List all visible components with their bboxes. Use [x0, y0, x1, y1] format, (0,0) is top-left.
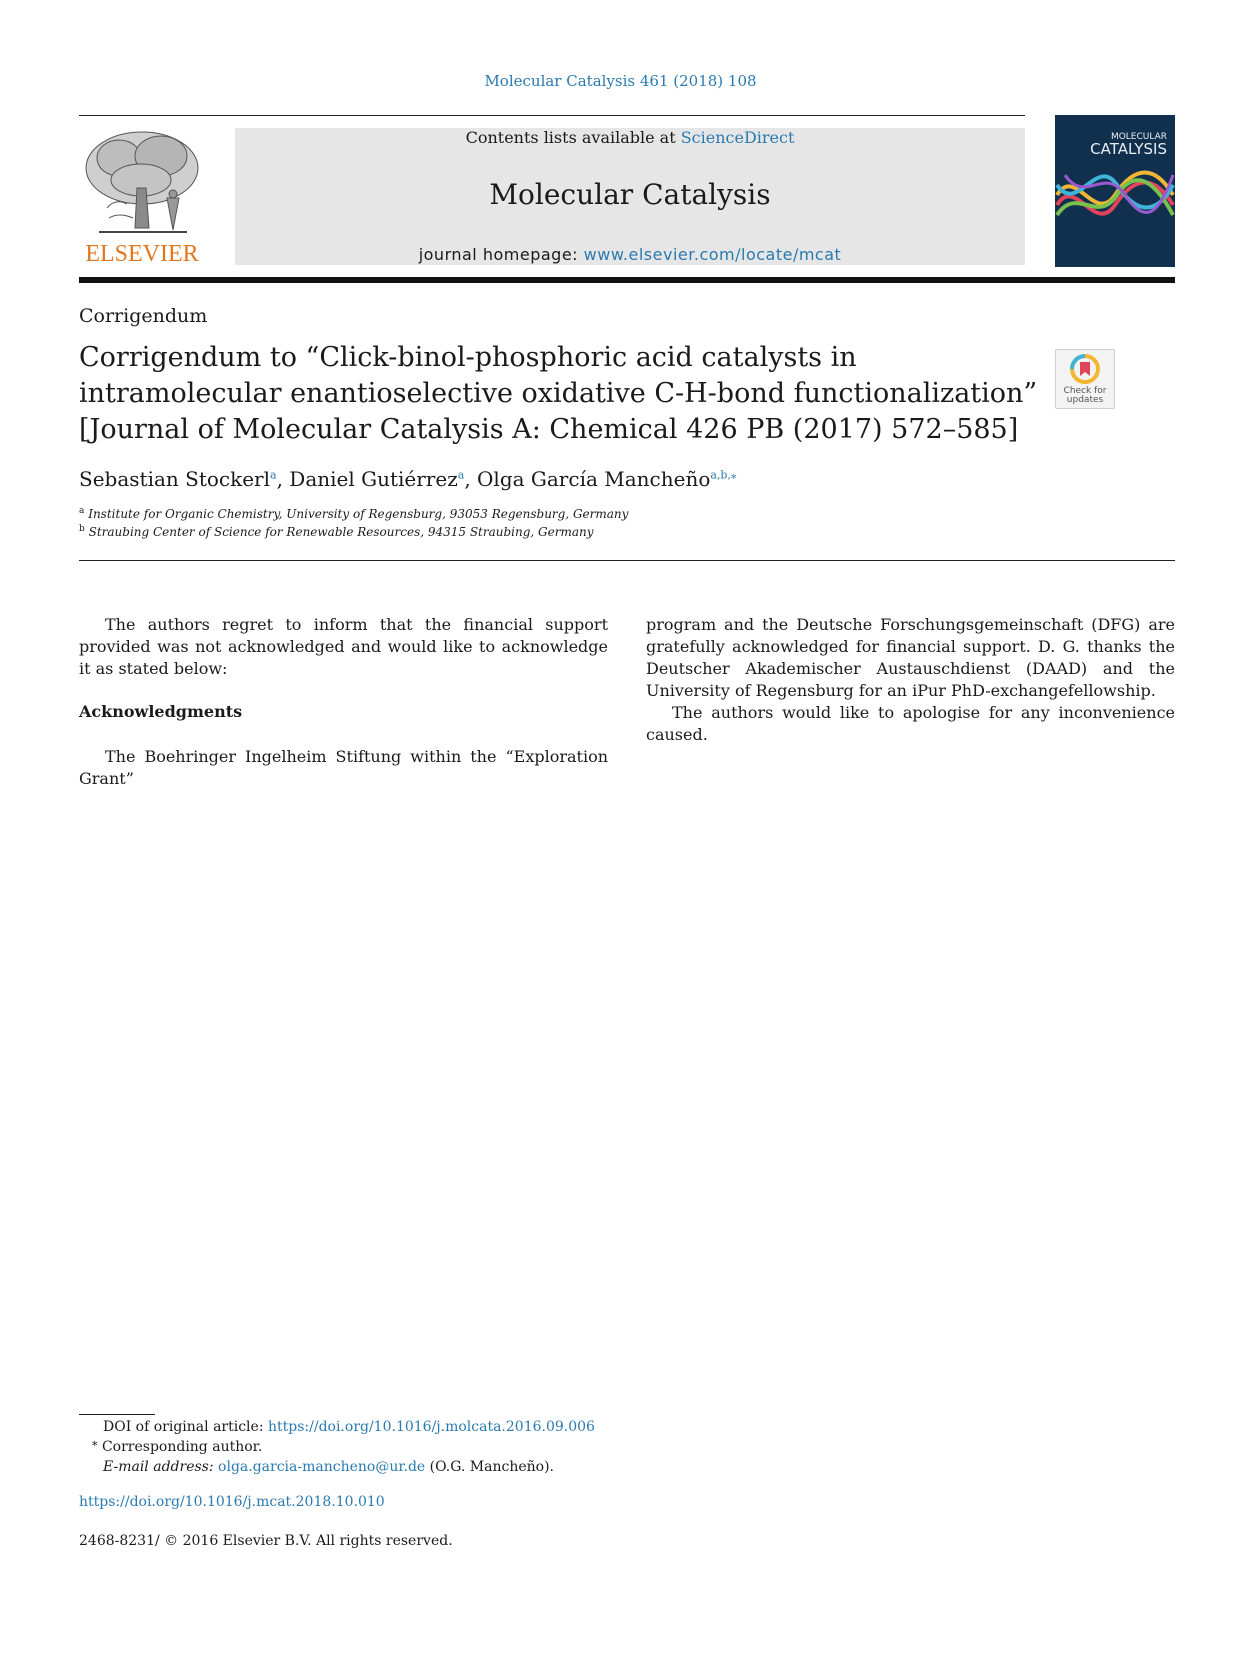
- body-paragraph: The Boehringer Ingelheim Stiftung within the “Exploration Grant”: [79, 747, 608, 788]
- cover-title: [1090, 133, 1167, 157]
- cover-title-small: MOLECULAR: [1110, 132, 1167, 142]
- acknowledgments-heading: Acknowledgments: [79, 702, 243, 721]
- footnote-email: [103, 1459, 554, 1475]
- crossmark-label-line-2: updates: [1066, 395, 1104, 405]
- title-rule: [79, 277, 1175, 283]
- elsevier-logo: [79, 128, 205, 268]
- article-type: Corrigendum: [79, 305, 208, 327]
- affiliation-text: Straubing Center of Science for Renewable Resources, 94315 Straubing, Germany: [88, 525, 594, 539]
- footnote-text: Corresponding author.: [101, 1439, 263, 1455]
- affiliation: [79, 507, 628, 521]
- corresponding-marker: ⁎: [92, 1435, 98, 1449]
- article-title: Corrigendum to “Click-binol-phosphoric acid catalysts in intramolecular enantioselective oxidative C-H-bond functionalization” [Journal of Molecular Catalysis A: Chemical 426 PB (2017) 572–585]: [79, 342, 1038, 445]
- homepage-line: [235, 245, 1025, 264]
- journal-cover[interactable]: [1055, 115, 1175, 267]
- footnote-corresponding: [92, 1435, 263, 1455]
- journal-name: Molecular Catalysis: [489, 178, 771, 211]
- affiliation: [79, 525, 594, 539]
- affiliation-text: Institute for Organic Chemistry, University of Regensburg, 93053 Regensburg, Germany: [88, 507, 629, 521]
- crossmark-label-line-1: Check for: [1063, 386, 1107, 396]
- author-name[interactable]: Olga García Mancheño: [477, 467, 711, 491]
- crossmark-label: [1056, 387, 1114, 405]
- crossmark-icon: [1070, 354, 1100, 384]
- author-affiliation-marker[interactable]: a,b,⁎: [710, 468, 737, 482]
- article-doi-link[interactable]: https://doi.org/10.1016/j.mcat.2018.10.010: [79, 1494, 385, 1510]
- contents-prefix: Contents lists available at: [465, 128, 681, 147]
- publisher-logo-text: ELSEVIER: [85, 241, 199, 267]
- body-paragraph: The authors would like to apologise for any inconvenience caused.: [646, 703, 1175, 744]
- cover-art-icon: [1055, 165, 1175, 225]
- email-link[interactable]: olga.garcia-mancheno@ur.de: [218, 1459, 426, 1475]
- original-doi-link[interactable]: https://doi.org/10.1016/j.molcata.2016.09.006: [268, 1419, 595, 1435]
- footnote-original-doi: [103, 1419, 595, 1435]
- journal-reference-link[interactable]: Molecular Catalysis 461 (2018) 108: [484, 72, 757, 90]
- homepage-prefix: journal homepage:: [418, 245, 584, 264]
- copyright-line: 2468-8231/ © 2016 Elsevier B.V. All rights reserved.: [79, 1533, 453, 1549]
- author-affiliation-marker[interactable]: a: [270, 468, 277, 482]
- author-name[interactable]: Daniel Gutiérrez: [289, 467, 458, 491]
- footnote-label: E-mail address:: [103, 1459, 219, 1475]
- body-paragraph: The authors regret to inform that the financial support provided was not acknowledged and would like to acknowledge it as stated below:: [79, 615, 608, 678]
- footnote-label: DOI of original article:: [103, 1419, 268, 1435]
- body-paragraph: program and the Deutsche Forschungsgemeinschaft (DFG) are gratefully acknowledged for financial support. D. G. thanks the Deutscher Akademischer Austauschdienst (DAAD) and the University of Regensburg for an iPur PhD-exchangefellowship.: [646, 615, 1175, 700]
- abstract-rule: [79, 560, 1175, 561]
- affiliation-marker: a: [79, 506, 85, 516]
- check-for-updates-button[interactable]: [1055, 349, 1115, 409]
- author-name[interactable]: Sebastian Stockerl: [79, 467, 271, 491]
- tree-icon: [79, 128, 205, 236]
- header-rule: [79, 115, 1025, 116]
- journal-banner: [235, 128, 1025, 265]
- footnote-rule: [79, 1414, 155, 1415]
- contents-line: [235, 128, 1025, 147]
- cover-title-big: CATALYSIS: [1090, 140, 1167, 158]
- footnote-text: (O.G. Mancheño).: [425, 1459, 554, 1475]
- author-list: Sebastian Stockerl$^a$, Daniel Gutiérrez$^a$, Olga García Mancheño$^{a,b,⁎}$: [79, 467, 737, 491]
- author-affiliation-marker[interactable]: a: [457, 468, 465, 482]
- affiliation-marker: b: [79, 524, 85, 534]
- sciencedirect-link[interactable]: ScienceDirect: [680, 128, 795, 147]
- homepage-link[interactable]: www.elsevier.com/locate/mcat: [583, 245, 842, 264]
